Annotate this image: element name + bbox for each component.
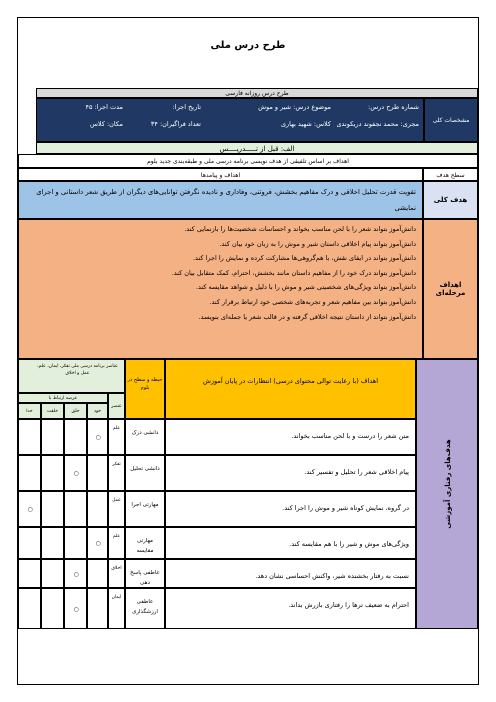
relation-cell <box>87 559 108 588</box>
relation-cell <box>41 559 64 588</box>
unit-header: عنصر <box>108 393 125 419</box>
stage-goal: دانش‌آموز بتواند از داستان نتیجه اخلاقی گرفته و در قالب شعر یا جمله‌ای بنویسد. <box>198 312 416 321</box>
behavioral-label-cell <box>416 359 478 629</box>
relation-cell <box>87 455 108 491</box>
row-goal: متن شعر را درست و با لحن مناسب بخواند. <box>165 419 416 455</box>
general-goal-label: هدف کلی <box>423 181 478 219</box>
relation-cell <box>18 588 41 629</box>
relation-cell <box>41 527 64 559</box>
exec-duration: مدت اجرا: ۴۵ <box>85 103 123 111</box>
stage-goal: دانش‌آموز بتواند ویژگی‌های شخصیتی شیر و موش را با دلیل و شواهد مقایسه کند. <box>195 283 416 292</box>
stage-goal: دانش‌آموز بتواند درک خود را از مفاهیم داستان مانند بخشش، احترام، کمک متقابل بیان کند. <box>171 268 416 277</box>
row-domain: مهارتی اجرا <box>125 491 165 527</box>
row-goal: در گروه، نمایش کوتاه شیر و موش را اجرا کند. <box>165 491 416 527</box>
elements-header: عناصر برنامه درسی ملی تفکر، ایمان، علم، عمل و اخلاق <box>18 359 125 393</box>
check-mark-icon: ○ <box>73 570 79 578</box>
level-label: سطح هدف <box>423 168 478 181</box>
page-title: طرح درس ملی <box>210 40 286 51</box>
relation-people: خلق <box>64 403 87 419</box>
exec-date: تاریخ اجرا: <box>172 103 201 111</box>
relation-cell <box>41 588 64 629</box>
row-element: علم <box>108 527 125 559</box>
plan-number: شماره طرح درس: <box>368 103 419 111</box>
relation-cell <box>41 491 64 527</box>
relation-cell <box>64 491 87 527</box>
stage-goal: دانش‌آموز بتواند بین مفاهیم شعر و تجربه‌های شخصی خود ارتباط برقرار کند. <box>209 297 416 306</box>
row-goal: ویژگی‌های موش و شیر را با هم مقایسه کند. <box>165 527 416 559</box>
stage-goal: دانش‌آموز بتواند شعر را با لحن مناسب بخواند و احساسات شخصیت‌ها را بازنمایی کند. <box>184 225 416 233</box>
check-mark-icon: ○ <box>73 470 79 477</box>
row-goal: نسبت به رفتار بخشنده شیر، واکنش احساسی نشان دهد. <box>165 559 416 588</box>
header-block <box>36 98 424 142</box>
relation-cell <box>87 419 108 455</box>
check-mark-icon: ○ <box>27 506 33 513</box>
spec-label: مشخصات کلی <box>424 98 478 142</box>
relation-cell <box>87 491 108 527</box>
relation-cell <box>18 559 41 588</box>
bloom-note: اهداف بر اساس تلفیقی از هدف نویسی برنامه درسی ملی و طبقه‌بندی جدید بلوم <box>18 154 478 168</box>
check-mark-icon: ○ <box>73 605 79 613</box>
relation-god: خدا <box>18 403 41 419</box>
check-mark-icon: ○ <box>95 434 101 441</box>
relation-cell <box>64 527 87 559</box>
place: مکان: کلاس <box>90 120 123 128</box>
stage-goal: دانش‌آموز بتواند در ایفای نقش، با هم‌گروهی‌ها مشارکت کرده و نمایش را اجرا کند. <box>192 254 416 263</box>
relation-cell <box>64 455 87 491</box>
relation-cell <box>87 588 108 629</box>
relation-header: عرصه ارتباط با <box>18 393 108 403</box>
row-domain: دانشی درک <box>125 419 165 455</box>
relation-cell <box>87 527 108 559</box>
check-mark-icon: ○ <box>95 540 101 547</box>
row-element: تفکر <box>108 455 125 491</box>
section-a-header: الف: قبل از تـــــدریــــس <box>36 142 478 154</box>
relation-self: خود <box>87 403 108 419</box>
row-domain: عاطفی پاسخ دهی <box>125 559 165 588</box>
relation-cell <box>18 419 41 455</box>
goals-col-header: اهداف (با رعایت توالی محتوای درسی) انتظارات در پایان آموزش <box>165 359 416 419</box>
row-domain: عاطفی ارزشگذاری <box>125 588 165 629</box>
relation-cell <box>18 491 41 527</box>
behavioral-label: هدف‌های رفتاری آموزشی <box>444 439 452 529</box>
goals-header: اهداف و پیامدها <box>18 168 423 181</box>
row-goal: احترام به ضعیف ترها را رفتاری بازرش بداند. <box>165 588 416 629</box>
row-domain: دانشی تحلیل <box>125 455 165 491</box>
relation-cell <box>41 455 64 491</box>
relation-cell <box>64 419 87 455</box>
stage-goal: دانش‌آموز بتواند پیام اخلاقی داستان شیر و موش را به زبان خود بیان کند. <box>219 239 416 248</box>
stage-goals-list <box>18 219 423 359</box>
executor-name: مجری: محمد نجفوند دریکوندی <box>336 120 419 128</box>
general-goal-text: تقویت قدرت تحلیل اخلاقی و درک مفاهیم بخشش، فروتنی، وفاداری و نادیده نگرفتن توانایی‌های دیگران از طریق شعر داستانی و اجرای نمایشی <box>18 181 423 219</box>
row-element: عمل <box>108 491 125 527</box>
class-name: کلاس: شهید بهاری <box>280 120 331 128</box>
lesson-plan-page <box>17 17 479 685</box>
learner-count: تعداد فراگیران: ۳۴ <box>150 120 201 128</box>
lesson-topic: موضوع درس: شیر و موش <box>258 103 331 111</box>
relation-cell <box>64 588 87 629</box>
row-element: اخلاق <box>108 559 125 588</box>
relation-cell <box>41 419 64 455</box>
relation-creation: خلقت <box>41 403 64 419</box>
row-element: ایمان <box>108 588 125 629</box>
subtitle-bar: طرح درس روزانه فارسی <box>36 88 478 98</box>
relation-cell <box>18 455 41 491</box>
stage-goals-label: اهداف مرحله‌ای <box>423 219 478 359</box>
row-domain: مهارتی مقایسه <box>125 527 165 559</box>
relation-cell <box>18 527 41 559</box>
row-goal: پیام اخلاقی شعر را تحلیل و تفسیر کند. <box>165 455 416 491</box>
domain-col-header: حیطه و سطح در بلوم <box>125 359 165 419</box>
relation-cell <box>64 559 87 588</box>
row-element: علم <box>108 419 125 455</box>
